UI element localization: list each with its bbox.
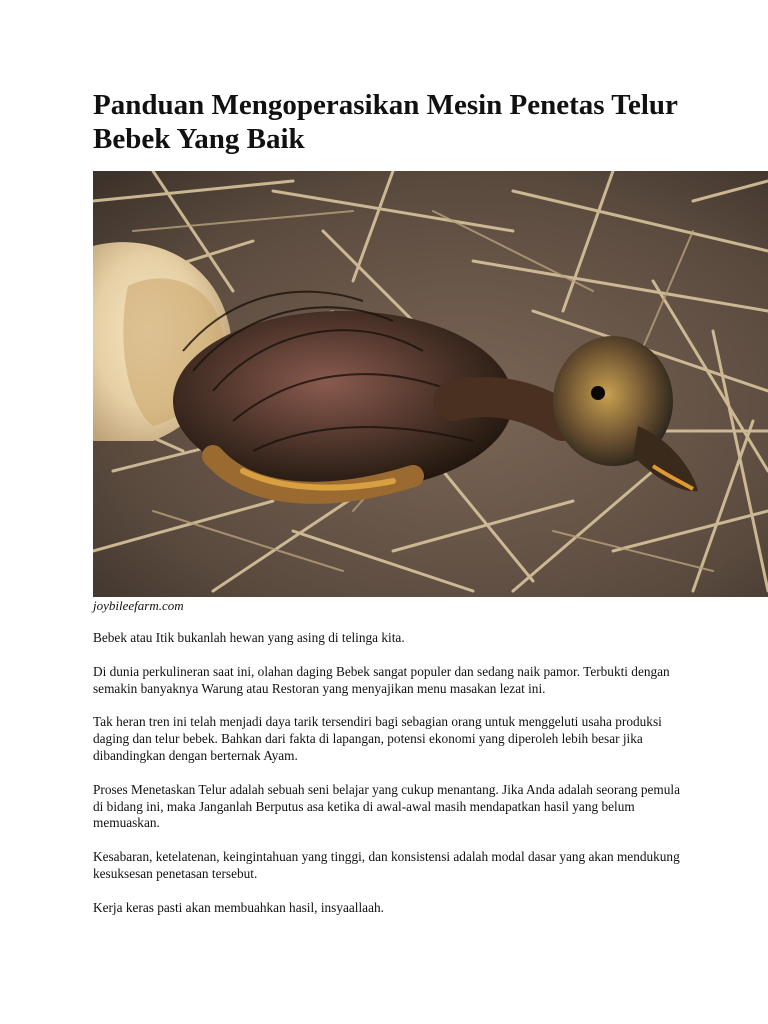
article-body — [93, 630, 693, 934]
paragraph: Tak heran tren ini telah menjadi daya tarik tersendiri bagi sebagian orang untuk menggeluti usaha produksi daging dan telur bebek. Bahkan dari fakta di lapangan, potensi ekonomi yang diperoleh lebih besar jika dibandingkan dengan berternak Ayam. — [93, 714, 662, 763]
image-caption: joybileefarm.com — [93, 598, 184, 613]
paragraph: Kesabaran, ketelatenan, keingintahuan yang tinggi, dan konsistensi adalah modal dasar yang akan mendukung kesuksesan penetasan tersebut. — [93, 849, 680, 881]
paragraph: Kerja keras pasti akan membuahkan hasil, insyaallaah. — [93, 899, 384, 915]
paragraph: Proses Menetaskan Telur adalah sebuah seni belajar yang cukup menantang. Jika Anda adalah seorang pemula di bidang ini, maka Janganlah Berputus asa ketika di awal-awal masih mendapatkan hasil yang belum memuaskan. — [93, 781, 681, 831]
page-title: Panduan Mengoperasikan Mesin Penetas Telur Bebek Yang Baik — [93, 89, 678, 155]
paragraph: Bebek atau Itik bukanlah hewan yang asing di telinga kita. — [93, 630, 405, 645]
paragraph: Di dunia perkulineran saat ini, olahan daging Bebek sangat populer dan sedang naik pamor. Terbukti dengan semakin banyaknya Warung atau Restoran yang menyajikan menu masakan lezat ini. — [93, 663, 670, 696]
photo-illustration — [93, 171, 768, 597]
hatching-duckling-photo — [93, 171, 768, 597]
